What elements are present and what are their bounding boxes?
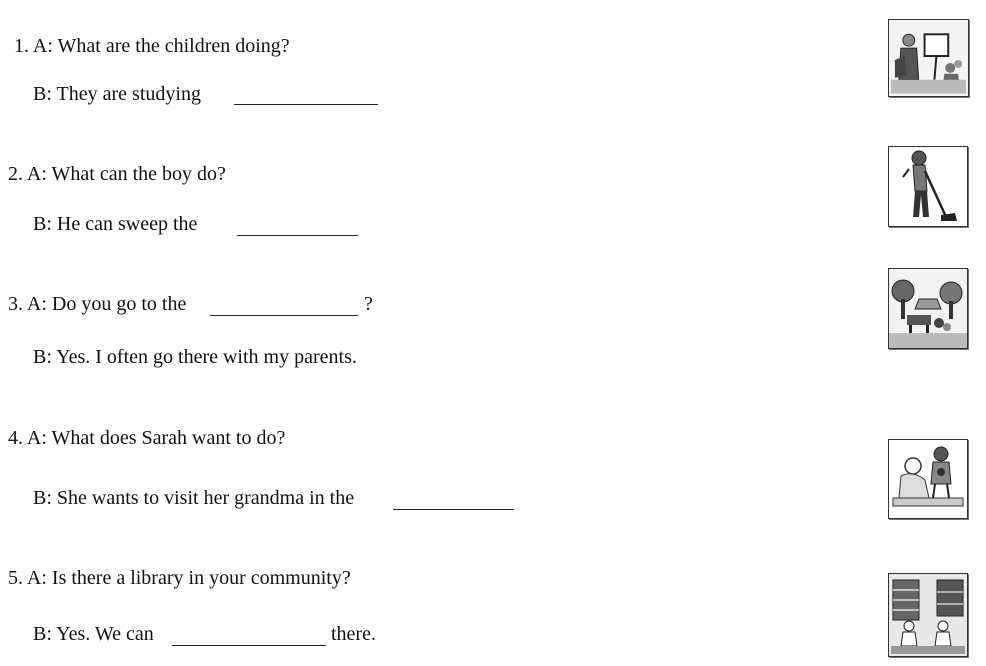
item-3-a-suffix: ? [364,293,373,315]
item-5-b-suffix: there. [331,623,376,645]
item-4-question [8,426,285,450]
item-1-question [14,34,290,58]
item-4-answer-blank[interactable] [393,509,514,510]
library-picture-icon [888,573,968,657]
classroom-picture-icon [888,19,969,97]
park-picture-icon [888,268,968,349]
item-4-a-text: A: What does Sarah want to do? [26,427,286,449]
item-2-a-text: A: What can the boy do? [26,163,226,185]
item-5-b-text: B: Yes. We can [33,623,154,645]
item-2-question [8,162,226,186]
item-4-b-text: B: She wants to visit her grandma in the [33,487,355,509]
sweeping-boy-picture-icon [888,146,968,227]
item-2-b-text: B: He can sweep the [33,213,198,235]
item-1-b-text: B: They are studying [33,83,201,105]
item-3-a-text: A: Do you go to the [26,293,187,315]
item-2-number: 2. [8,163,23,185]
item-3-answer-blank[interactable] [210,315,358,316]
item-5-a-text: A: Is there a library in your community? [26,567,351,589]
item-4-number: 4. [8,427,23,449]
item-5-number: 5. [8,567,23,589]
item-2-answer-blank[interactable] [237,235,358,236]
item-3-b-text: B: Yes. I often go there with my parents. [33,346,357,368]
item-5-question [8,566,351,590]
item-1-number: 1. [14,35,29,57]
item-3-number: 3. [8,293,23,315]
hospital-visit-picture-icon [888,439,968,519]
item-5-answer-blank[interactable] [172,645,326,646]
item-3-question [8,292,186,316]
item-1-a-text: A: What are the children doing? [32,35,290,57]
item-1-answer-blank[interactable] [234,104,378,105]
